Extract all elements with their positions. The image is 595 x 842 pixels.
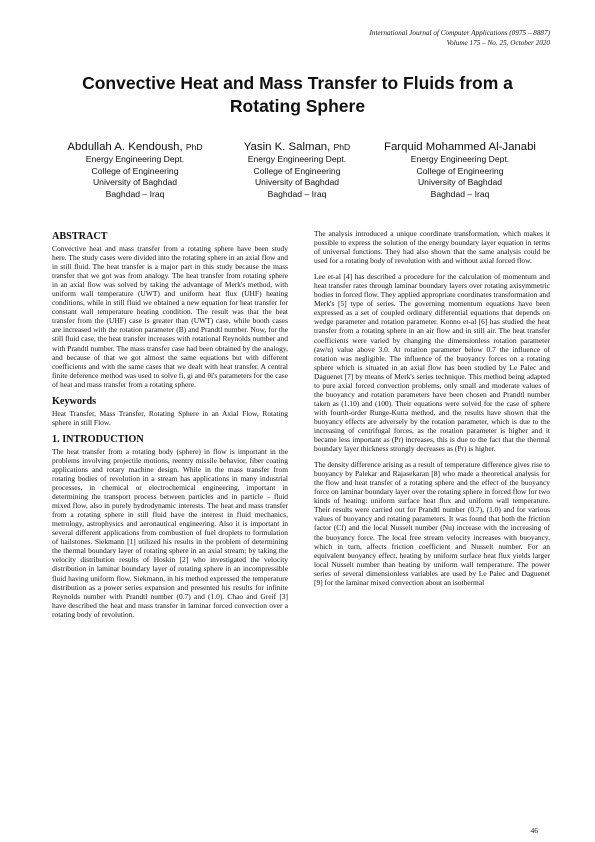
page-number: 46 <box>530 826 538 835</box>
author-3 <box>370 140 550 200</box>
author-dept: Energy Engineering Dept. <box>410 154 510 164</box>
keywords-text: Heat Transfer, Mass Transfer, Rotating Sphere in an Axial Flow, Rotating sphere in still Flow. <box>52 408 288 427</box>
left-column <box>52 231 288 626</box>
running-head <box>250 28 550 48</box>
author-location: Baghdad – Iraq <box>267 188 327 199</box>
journal-name: International Journal of Computer Applications (0975 – 8887) <box>369 29 550 37</box>
body-paragraph: The density difference arising as a result of temperature difference gives rise to buoyancy by Palekar and Rajasekaran [8] who made a theoretical analysis for the flow and heat transfer of a rotating sphere and the effect of the buoyancy force on laminar boundary layer over the rotating sphere in forced flow for two kinds of heating: uniform surface heat flux and uniform wall temperature. Their results were carried out for Prandtl number (0.7), (1.0) and for various values of buoyancy and rotating parameters. It was found that both the friction factor (Cf) and the local Nusselt number (Nu) increase with the increasing of the buoyancy force. The local free stream velocity increases with buoyancy, which in turn, affects friction coefficient and Nusselt number. For an equivalent buoyancy effect, heating by uniform surface heat flux yields larger local Nusselt number than heating by uniform wall temperature. The power series of several dimensionless variables are used by Le Palec and Daguenet [9] for the laminar mixed convection about an isothermal <box>314 460 550 587</box>
author-degree: PhD <box>185 142 203 152</box>
author-location: Baghdad – Iraq <box>430 188 490 199</box>
right-column <box>314 229 550 594</box>
author-university: University of Baghdad <box>417 177 503 187</box>
body-paragraph: The analysis introduced a unique coordinate transformation, which makes it possible to express the solution of the energy boundary layer equation in terms of universal functions. They had also shown that the same analysis could be used for a rotating body of revolution with and without axial forced flow. <box>314 229 550 266</box>
author-block <box>45 140 550 200</box>
author-college: College of Engineering <box>416 165 504 176</box>
body-paragraph: Lee et-al [4] has described a procedure for the calculation of momentum and heat transfer rates through laminar boundary layers over rotating axisymmetric bodies in forced flow. They applied appropriate coordinates transformation and Merk's [5] type of series. The governing momentum equations have been expressed as a set of coupled ordinary differential equations that depends on wedge parameter and rotation parameter. Konno et-al [6] has studied the heat transfer from a rotating sphere in an air flow and in still air. The heat transfer coefficients were varied by changing the dimensionless rotation parameter (aw/u) value above 3.0. At rotation parameter below 0.7 the influence of rotation was negligible. The influence of the buoyancy forces on a rotating sphere which is situated in an axial flow has been studied by Le Palec and Daguenet [7] by means of Merk's series technique. This method being adapted to pure axial forced convection problems, only small and moderate values of the buoyancy and rotation parameters have been chosen and Prandtl number taken as (1.10) and (100). Their equations were solved for the case of sphere with fourth-order Runge-Kutta method, and the results have shown that the buoyancy effects are adversely by the rotation parameter, which is due to the increasing of centrifugal forces, as the rotation parameter is higher and it became less important as (Pr) increases, this is due to the fact that the thermal boundary layer thickness strongly decreases as (Pr) is higher. <box>314 272 550 454</box>
author-dept: Energy Engineering Dept. <box>85 154 185 164</box>
paper-title: Convective Heat and Mass Transfer to Fluids from a Rotating Sphere <box>82 73 513 116</box>
author-1 <box>45 140 225 200</box>
keywords-heading: Keywords <box>52 395 97 407</box>
author-name: Yasin K. Salman, <box>243 141 331 153</box>
introduction-text: The heat transfer from a rotating body (sphere) in flow is important in the problems involving projectile motions, reentry missile behavior, fiber coating applications and rotary machine design. While in the mass transfer from rotating bodies of revolution in a stream has applications in many industrial processes, in chemical or electrochemical engineering, important in determining the transport process between particles and in particle – fluid mixed flow, also in purely hydrodynamic interests. The heat and mass transfer from a rotating sphere in still fluid have the interest in fluid mechanics, metrology, astrophysics and aeronautical engineering. Also it is important in several different applications from combustion of fuel droplets to formulation of hailstones. Siekmann [1] utilized his results in the problem of determining the thermal boundary layer of rotating sphere in an axial stream; by taking the velocity distribution results of Hoskin [2] who investigated the velocity distribution in laminar boundary layer of rotating sphere in an incompressible fluid having uniform flow. Siekmann, in his method expressed the temperature distribution as a power series expansion and presented his results for infinite Reynolds number with Prandtl number (0.7) and (1.0). Chao and Greif [3] have described the heat and mass transfer in laminar forced convection over a rotating body of revolution. <box>52 446 288 619</box>
author-name: Farquid Mohammed Al-Janabi <box>384 141 536 153</box>
author-college: College of Engineering <box>253 165 341 176</box>
abstract-text: Convective heat and mass transfer from a rotating sphere have been study here. The study cases were divided into the rotating sphere in an axial flow and in still fluid. The heat transfer is a major part in this study because the mass transfer that we got was from analogy. The heat transfer from rotating sphere in an axial flow was solved by taking the advantage of Merk's method, with uniform wall temperature (UWT) and uniform heat flux (UHF) heating conditions, while in still fluid we obtained a new equation for heat transfer for constant wall temperature heating condition. The result was that the heat transfer from the (UHF) case is greater than (UWT) case, while booth cases are increased with the rotation parameter (B) and Prandtl number. Now, for the still fluid case, the heat transfer increases with rotational Reynolds number and with Prandtl number. The mass transfer case had been obtained by the analogy, and because of that we got almost the same equations but with different coefficients and with the same cases that we dealt with heat transfer. A central finite deference method was used to solve fi, gi and θi's parameters for the case of heat and mass transfer from a rotating sphere. <box>52 244 288 389</box>
volume-info: Volume 175 – No. 25, October 2020 <box>446 39 550 47</box>
author-dept: Energy Engineering Dept. <box>247 154 347 164</box>
abstract-heading: ABSTRACT <box>52 231 108 242</box>
introduction-heading: 1. INTRODUCTION <box>52 433 144 445</box>
author-name: Abdullah A. Kendoush, <box>67 141 183 153</box>
author-university: University of Baghdad <box>92 177 178 187</box>
author-2 <box>207 140 387 200</box>
author-location: Baghdad – Iraq <box>105 188 165 199</box>
author-university: University of Baghdad <box>254 177 340 187</box>
author-degree: PhD <box>333 142 351 152</box>
author-college: College of Engineering <box>91 165 179 176</box>
